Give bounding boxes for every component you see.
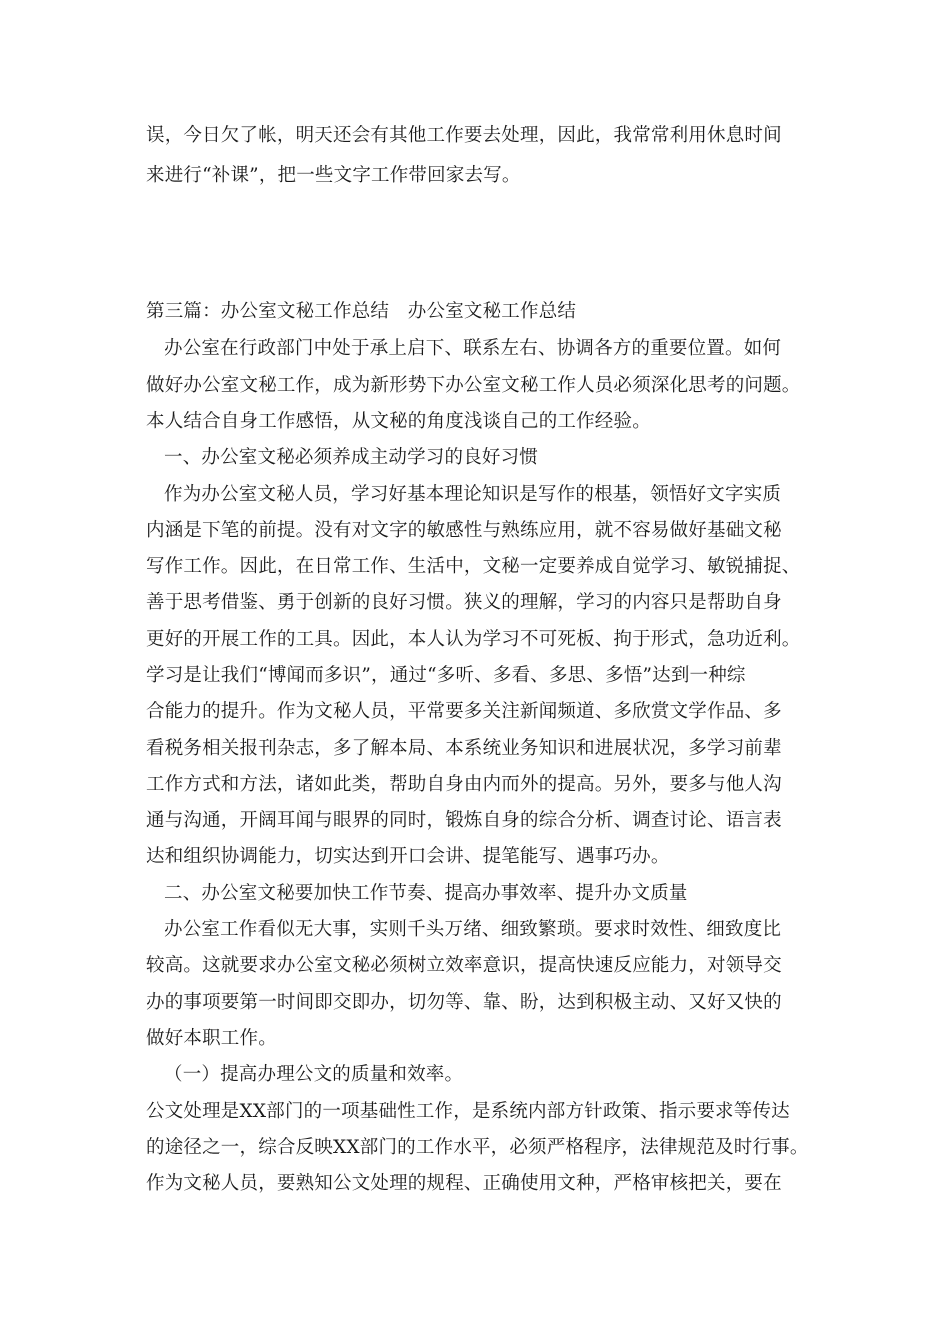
text-line: 作为文秘人员，要熟知公文处理的规程、正确使用文种，严格审核把关，要在 — [146, 1173, 782, 1194]
paragraph-start: 办公室在行政部门中处于承上启下、联系左右、协调各方的重要位置。如何 — [164, 338, 782, 359]
text-line: 工作方式和方法，诸如此类，帮助自身由内而外的提高。另外，要多与他人沟 — [146, 774, 782, 795]
subheading: 二、办公室文秘要加快工作节奏、提高办事效率、提升办文质量 — [164, 883, 688, 904]
text-line: 办的事项要第一时间即交即办，切勿等、靠、盼，达到积极主动、又好又快的 — [146, 992, 782, 1013]
text-line: 善于思考借鉴、勇于创新的良好习惯。狭义的理解，学习的内容只是帮助自身 — [146, 592, 782, 613]
text-line: 通与沟通，开阔耳闻与眼界的同时，锻炼自身的综合分析、调查讨论、语言表 — [146, 810, 782, 831]
text-line: 看税务相关报刊杂志，多了解本局、本系统业务知识和进展状况，多学习前辈 — [146, 738, 782, 759]
text-line: 达和组织协调能力，切实达到开口会讲、提笔能写、遇事巧办。 — [146, 846, 670, 867]
subheading: （一）提高办理公文的质量和效率。 — [164, 1064, 464, 1085]
text-line: 合能力的提升。作为文秘人员，平常要多关注新闻频道、多欣赏文学作品、多 — [146, 701, 782, 722]
text-line: 来进行“补课”，把一些文字工作带回家去写。 — [146, 165, 521, 186]
subheading: 一、办公室文秘必须养成主动学习的良好习惯 — [164, 447, 539, 468]
text-line: 内涵是下笔的前提。没有对文字的敏感性与熟练应用，就不容易做好基础文秘 — [146, 520, 782, 541]
text-line: 学习是让我们“博闻而多识”，通过“多听、多看、多思、多悟”达到一种综 — [146, 665, 746, 686]
text-line: 本人结合自身工作感悟，从文秘的角度浅谈自己的工作经验。 — [146, 411, 651, 432]
text-line: 更好的开展工作的工具。因此，本人认为学习不可死板、拘于形式，急功近利。 — [146, 629, 801, 650]
text-line: 的途径之一，综合反映XX部门的工作水平，必须严格程序，法律规范及时行事。 — [146, 1137, 809, 1158]
text-line: 写作工作。因此，在日常工作、生活中，文秘一定要养成自觉学习、敏锐捕捉、 — [146, 556, 801, 577]
text-line: 做好办公室文秘工作，成为新形势下办公室文秘工作人员必须深化思考的问题。 — [146, 375, 801, 396]
section-heading: 第三篇：办公室文秘工作总结 办公室文秘工作总结 — [146, 301, 577, 322]
paragraph-start: 办公室工作看似无大事，实则千头万绪、细致繁琐。要求时效性、细致度比 — [164, 919, 782, 940]
text-line: 较高。这就要求办公室文秘必须树立效率意识，提高快速反应能力，对领导交 — [146, 955, 782, 976]
paragraph-start: 公文处理是XX部门的一项基础性工作，是系统内部方针政策、指示要求等传达 — [146, 1101, 790, 1122]
paragraph-start: 作为办公室文秘人员，学习好基本理论知识是写作的根基，领悟好文字实质 — [164, 484, 782, 505]
text-line: 误，今日欠了帐，明天还会有其他工作要去处理，因此，我常常利用休息时间 — [146, 125, 782, 146]
text-line: 做好本职工作。 — [146, 1028, 277, 1049]
